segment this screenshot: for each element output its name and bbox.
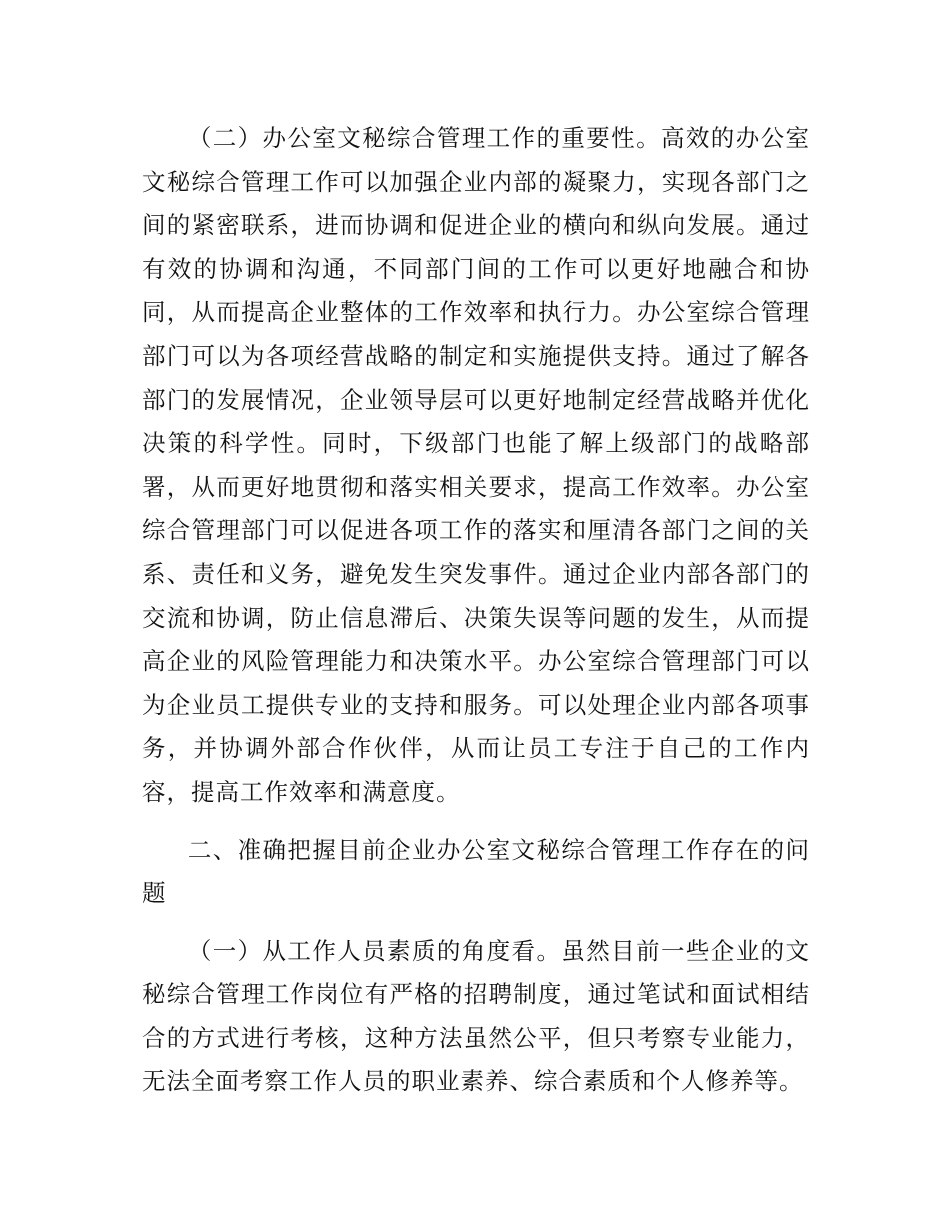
document-body [142, 117, 810, 1104]
section-heading-problems: 二、准确把握目前企业办公室文秘综合管理工作存在的问题 [142, 835, 810, 908]
paragraph-staff-quality: （一）从工作人员素质的角度看。虽然目前一些企业的文秘综合管理工作岗位有严格的招聘制度，通过笔试和面试相结合的方式进行考核，这种方法虽然公平，但只考察专业能力，无法全面考察工作人员的职业素养、综合素质和个人修养等。 [142, 936, 810, 1096]
paragraph-importance: （二）办公室文秘综合管理工作的重要性。高效的办公室文秘综合管理工作可以加强企业内部的凝聚力，实现各部门之间的紧密联系，进而协调和促进企业的横向和纵向发展。通过有效的协调和沟通，不同部门间的工作可以更好地融合和协同，从而提高企业整体的工作效率和执行力。办公室综合管理部门可以为各项经营战略的制定和实施提供支持。通过了解各部门的发展情况，企业领导层可以更好地制定经营战略并优化决策的科学性。同时，下级部门也能了解上级部门的战略部署，从而更好地贯彻和落实相关要求，提高工作效率。办公室综合管理部门可以促进各项工作的落实和厘清各部门之间的关系、责任和义务，避免发生突发事件。通过企业内部各部门的交流和协调，防止信息滞后、决策失误等问题的发生，从而提高企业的风险管理能力和决策水平。办公室综合管理部门可以为企业员工提供专业的支持和服务。可以处理企业内部各项事务，并协调外部合作伙伴，从而让员工专注于自己的工作内容，提高工作效率和满意度。 [142, 124, 810, 806]
